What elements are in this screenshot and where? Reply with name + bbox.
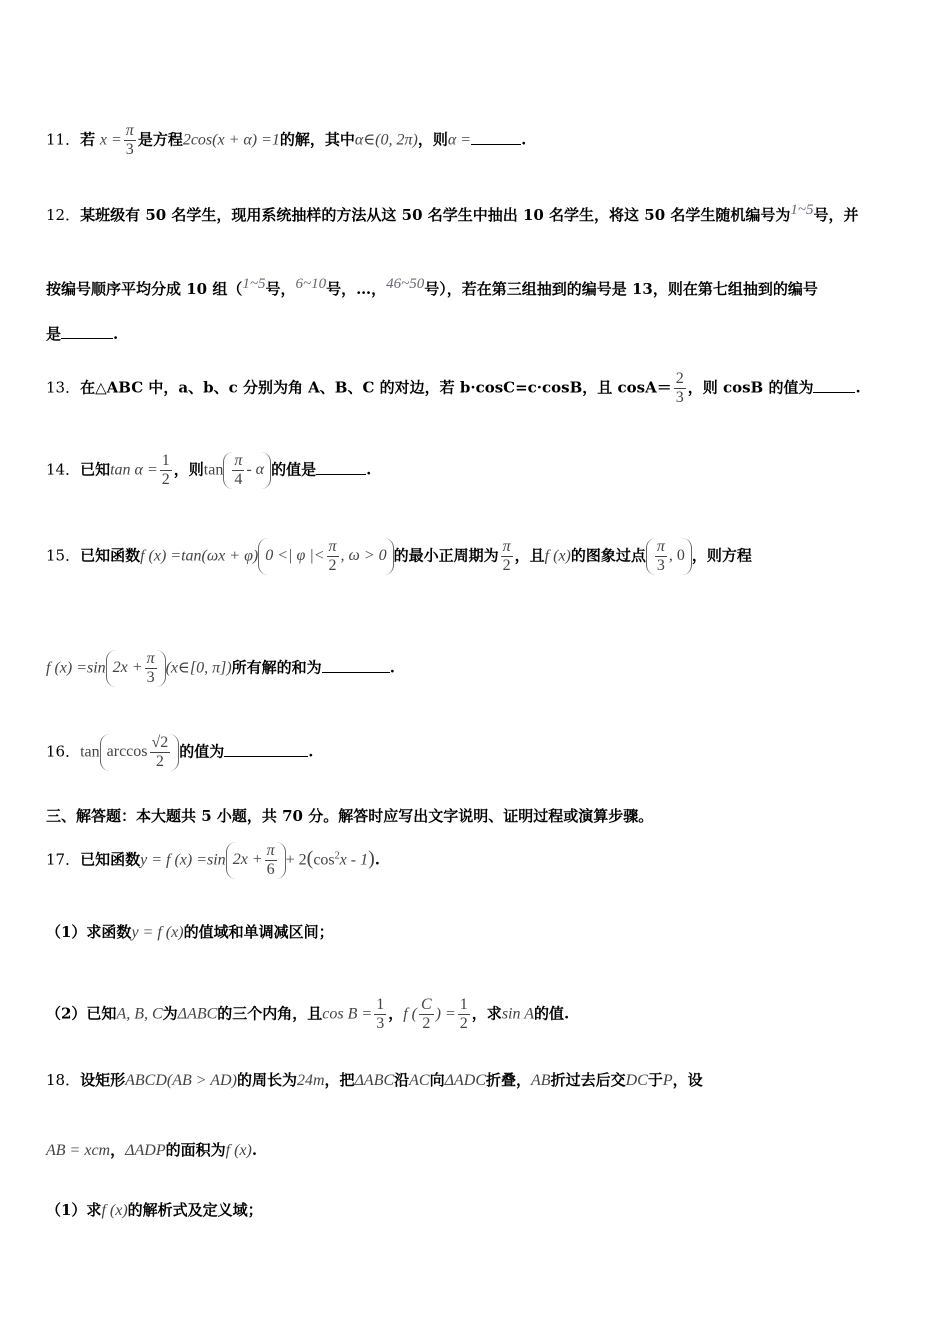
- numerator: 1: [161, 452, 170, 469]
- text: （1）求: [46, 1201, 102, 1219]
- fraction: [501, 538, 513, 575]
- math-expr: f (x): [544, 547, 571, 565]
- text: 于: [647, 1071, 663, 1089]
- question-number: 15．: [46, 546, 81, 565]
- answer-blank[interactable]: [813, 392, 855, 393]
- math-expr: f (x): [101, 1202, 128, 1219]
- text: 在△ABC 中，a、b、c 分别为角 A、B、C 的对边，若 b·cosC=c·cosB，且 cosA＝: [80, 378, 672, 397]
- text: 折叠，: [486, 1071, 532, 1089]
- text: ，则方程: [691, 546, 752, 565]
- text: ，把: [324, 1071, 355, 1089]
- math-expr: f (: [403, 1005, 417, 1023]
- numerator: π: [328, 538, 337, 555]
- text: 的周长为: [236, 1071, 297, 1089]
- numerator: π: [502, 538, 511, 555]
- math-expr: 24m: [296, 1072, 325, 1089]
- math-expr: cos: [313, 851, 335, 869]
- paren-group: [223, 452, 271, 489]
- fraction: [458, 996, 470, 1033]
- math-expr: ) =: [435, 1005, 456, 1023]
- text: 的解，其中: [279, 130, 355, 149]
- math-expr: 1~5: [790, 202, 814, 218]
- question-number: 12．: [46, 206, 81, 224]
- paren-group: [226, 842, 286, 879]
- text: .: [308, 742, 314, 761]
- text: 所有解的和为: [231, 658, 322, 677]
- text: 的值为: [179, 742, 225, 761]
- question-number: 13．: [46, 378, 81, 397]
- denominator: 3: [675, 389, 684, 406]
- math-expr: ΔABC: [354, 1072, 395, 1089]
- numerator: 1: [376, 996, 385, 1013]
- fraction: [124, 122, 136, 159]
- denominator: 2: [459, 1015, 468, 1032]
- question-12-line2: [46, 274, 818, 299]
- text: 某班级有 50 名学生，现用系统抽样的方法从这 50 名学生中抽出 10 名学生，将这 50 名学生随机编号为: [80, 206, 791, 224]
- math-expr: 1~5: [242, 276, 266, 292]
- question-13: [46, 370, 861, 407]
- fraction: [145, 650, 157, 687]
- denominator: 3: [656, 557, 665, 574]
- math-expr: α =: [447, 131, 472, 149]
- numerator: π: [234, 452, 243, 469]
- close-paren: ): [368, 847, 375, 870]
- numerator: 1: [459, 996, 468, 1013]
- denominator: 2: [502, 557, 511, 574]
- paren-group: [100, 734, 180, 771]
- math-expr: cos B =: [322, 1005, 373, 1023]
- math-expr: y = f (x): [131, 924, 184, 941]
- math-expr: AB = xcm: [46, 1142, 111, 1159]
- question-17: [46, 842, 380, 879]
- fraction: [374, 996, 386, 1033]
- numerator: π: [125, 122, 134, 139]
- math-expr: P: [662, 1072, 673, 1089]
- text: .: [389, 658, 395, 677]
- math-expr: f (x): [225, 1142, 252, 1159]
- math-expr: x - 1: [339, 851, 369, 869]
- text: 的值.: [533, 1004, 570, 1023]
- denominator: 3: [125, 141, 134, 158]
- text: （2）已知: [46, 1004, 117, 1023]
- math-expr: f (x) =tan(ωx + φ): [140, 547, 259, 565]
- text: ，求: [471, 1004, 502, 1023]
- math-expr: 2x +: [112, 659, 143, 677]
- text: ，则: [417, 130, 448, 149]
- math-expr: (AB > AD): [166, 1072, 237, 1089]
- denominator: 3: [376, 1015, 385, 1032]
- question-18: [46, 1070, 703, 1091]
- fraction: [655, 538, 667, 575]
- question-number: 18．: [46, 1071, 81, 1089]
- question-15: [46, 538, 752, 575]
- math-expr: tan: [80, 743, 100, 761]
- question-18-line2: [46, 1140, 257, 1161]
- numerator: 2: [675, 370, 684, 387]
- fraction: [327, 538, 339, 575]
- fraction: [265, 842, 277, 879]
- math-expr: 2cos(x + α) =1: [182, 131, 280, 149]
- text: 的值域和单调减区间；: [183, 923, 334, 941]
- text: （1）求函数: [46, 923, 132, 941]
- text: .: [521, 130, 527, 149]
- math-expr: - α: [246, 461, 265, 479]
- math-expr: y = f (x) =sin: [140, 851, 226, 869]
- math-expr: ΔADC: [444, 1072, 487, 1089]
- text: 按编号顺序平均分成 10 组（: [46, 280, 243, 298]
- text: .: [366, 460, 372, 479]
- text: 号，: [265, 280, 296, 298]
- text: ，则 cosB 的值为: [687, 378, 814, 397]
- math-expr: A, B, C: [116, 1005, 163, 1023]
- numerator: π: [656, 538, 665, 555]
- answer-blank[interactable]: [471, 144, 521, 145]
- text: 号），若在第三组抽到的编号是 13，则在第七组抽到的编号: [424, 280, 818, 298]
- text: 的值是: [271, 460, 317, 479]
- question-16: [46, 734, 314, 771]
- math-expr: f (x) =sin: [46, 659, 106, 677]
- math-expr: ΔADP: [125, 1142, 166, 1159]
- denominator: 2: [422, 1015, 431, 1032]
- text: 若: [80, 130, 96, 149]
- fraction: [150, 734, 171, 771]
- math-expr: α∈(0, 2π): [354, 131, 418, 149]
- text: 为: [162, 1004, 178, 1023]
- text: .: [374, 850, 380, 869]
- text: 的三个内角，且: [217, 1004, 323, 1023]
- fraction: [160, 452, 172, 489]
- question-number: 16．: [46, 742, 81, 761]
- text: 沿: [394, 1071, 410, 1089]
- denominator: 2: [161, 471, 170, 488]
- text: ，设: [672, 1071, 703, 1089]
- text: .: [113, 325, 119, 343]
- text: 是方程: [137, 130, 183, 149]
- math-expr: (x∈[0, π]): [165, 659, 232, 677]
- text: 向: [429, 1071, 445, 1089]
- denominator: 2: [328, 557, 337, 574]
- math-expr: sin A: [501, 1005, 534, 1023]
- paren-group: [106, 650, 166, 687]
- text: 的图象过点: [570, 546, 646, 565]
- answer-blank[interactable]: [61, 338, 113, 339]
- text: 的面积为: [165, 1141, 226, 1159]
- math-expr: DC: [625, 1072, 648, 1089]
- text: 折过去后交: [550, 1071, 626, 1089]
- text: 的解析式及定义域；: [127, 1201, 263, 1219]
- paren-group: [646, 538, 692, 575]
- denominator: 3: [146, 669, 155, 686]
- paren-group: [258, 538, 393, 575]
- math-expr: + 2: [285, 851, 307, 869]
- text: 是: [46, 325, 62, 343]
- math-expr: , ω > 0: [340, 547, 387, 565]
- question-18-part1: [46, 1200, 263, 1221]
- text: ，则: [173, 460, 204, 479]
- fraction: [674, 370, 686, 407]
- section-heading: 三、解答题：本大题共 5 小题，共 70 分。解答时应写出文字说明、证明过程或演算步骤。: [46, 807, 654, 825]
- math-expr: ΔABC: [177, 1005, 218, 1023]
- exponent: 2: [334, 850, 340, 862]
- question-17-part2: [46, 996, 569, 1033]
- math-expr: 46~50: [386, 276, 425, 292]
- text: 设矩形: [80, 1071, 126, 1089]
- text: .: [855, 378, 861, 397]
- numerator: C: [421, 996, 432, 1013]
- question-15-line2: [46, 650, 395, 687]
- text: ，且: [514, 546, 545, 565]
- numerator: π: [266, 842, 275, 859]
- question-number: 14．: [46, 460, 81, 479]
- math-expr: arccos: [106, 743, 148, 761]
- question-12: [46, 200, 859, 225]
- fraction: [232, 452, 244, 489]
- open-paren: (: [306, 847, 314, 870]
- text: .: [251, 1141, 258, 1159]
- math-expr: , 0: [668, 547, 685, 565]
- text: 号，…，: [326, 280, 387, 298]
- denominator: 2: [155, 753, 164, 770]
- fraction: [419, 996, 434, 1033]
- math-expr: 6~10: [295, 276, 327, 292]
- math-expr: 0 <| φ |<: [265, 547, 325, 565]
- question-14: [46, 452, 371, 489]
- math-expr: AC: [409, 1072, 430, 1089]
- math-expr: tan: [203, 461, 224, 479]
- math-expr: tan α =: [110, 461, 158, 479]
- question-12-line3: [46, 324, 118, 344]
- question-11: [46, 122, 526, 159]
- answer-blank[interactable]: [316, 474, 366, 475]
- numerator: π: [146, 650, 155, 667]
- numerator: √2: [151, 734, 169, 751]
- text: 已知: [80, 460, 111, 479]
- denominator: 6: [266, 861, 275, 878]
- math-expr: ABCD: [125, 1072, 167, 1089]
- question-17-part1: [46, 922, 334, 943]
- text: 号，并: [813, 206, 859, 224]
- question-number: 17．: [46, 850, 81, 869]
- math-expr: AB: [531, 1072, 551, 1089]
- math-expr: x =: [99, 131, 122, 149]
- answer-blank[interactable]: [224, 756, 308, 757]
- question-number: 11．: [46, 130, 81, 149]
- answer-blank[interactable]: [322, 672, 390, 673]
- text: ，: [110, 1141, 126, 1159]
- text: 已知函数: [80, 546, 141, 565]
- text: 已知函数: [80, 850, 141, 869]
- denominator: 4: [234, 471, 243, 488]
- math-expr: 2x +: [232, 851, 263, 869]
- text: 的最小正周期为: [393, 546, 499, 565]
- text: ，: [388, 1004, 404, 1023]
